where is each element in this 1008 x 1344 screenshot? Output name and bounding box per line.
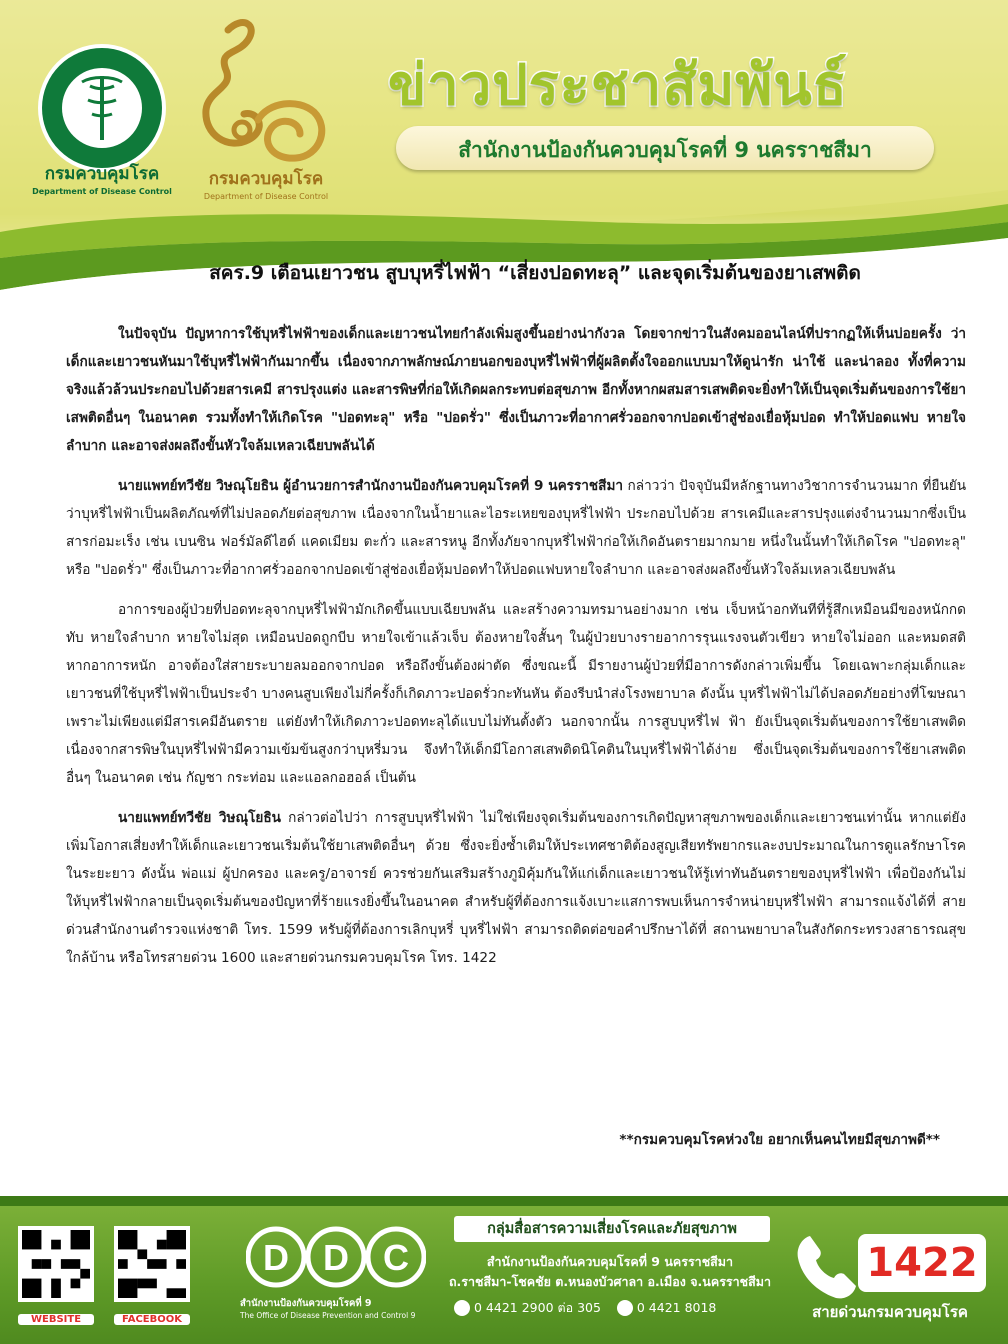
moph-caption-th: กรมควบคุมโรค [44,164,160,184]
paragraph-director-statement [66,472,966,584]
ddc-caption-th: สำนักงานป้องกันควบคุมโรคที่ 9 [240,1298,372,1309]
closing-slogan: **กรมควบคุมโรคห่วงใย อยากเห็นคนไทยมีสุขภาพดี** [619,1132,940,1148]
hotline-caption: สายด่วนกรมควบคุมโรค [812,1303,968,1321]
fax-number[interactable]: 0 4421 8018 [636,1300,717,1315]
hotline-number[interactable]: 1422 [858,1234,986,1292]
svg-text:D: D [263,1237,289,1278]
paragraph-director-text: กล่าวว่า ปัจจุบันมีหลักฐานทางวิชาการจำนวนมาก ที่ยืนยันว่าบุหรี่ไฟฟ้าเป็นผลิตภัณฑ์ที่ไม่ปลอดภัยต่อสุขภาพ เนื่องจากในน้ำยาและไอระเหยของบุหรี่ไฟฟ้า ประกอบไปด้วย สารเคมีและสารปรุงแต่งจำนวนมากซึ่งเป็นสารก่อมะเร็ง เช่น เบนซิน ฟอร์มัลดีไฮด์ แคดเมียม ตะกั่ว และสารหนู อีกทั้งภัยจากบุหรี่ไฟฟ้าก่อให้เกิดอันตรายมากมาย หนึ่งในนั้นทำให้เกิดโรค "ปอดทะลุ" หรือ "ปอดรั่ว" ซึ่งเป็นภาวะที่อากาศรั่วออกจากปอดเข้าสู่ช่องเยื่อหุ้มปอดทำให้ปอดแฟบหายใจลำบาก และอาจส่งผลถึงขั้นหัวใจล้มเหลวเฉียบพลัน [66,478,967,578]
paragraph-intro: ในปัจจุบัน ปัญหาการใช้บุหรี่ไฟฟ้าของเด็กและเยาวชนไทยกำลังเพิ่มสูงขึ้นอย่างน่ากังวล โดยจากข่าวในสังคมออนไลน์ที่ปรากฏให้เห็นบ่อยครั้ง ว่าเด็กและเยาวชนหันมาใช้บุหรี่ไฟฟ้ากันมากขึ้น เนื่องจากภาพลักษณ์ภายนอกของบุหรี่ไฟฟ้าที่ผู้ผลิตตั้งใจออกแบบมาให้ดูน่ารัก น่าใช้ และน่าลอง ทั้งที่ความจริงแล้วล้วนประกอบไปด้วยสารเคมี สารปรุงแต่ง และสารพิษที่ก่อให้เกิดผลกระทบต่อสุขภาพ อีกทั้งหากผสมสารเสพติดจะยิ่งทำให้เป็นจุดเริ่มต้นของการใช้ยาเสพติดอื่นๆ ในอนาคต รวมทั้งทำให้เกิดโรค "ปอดทะลุ" หรือ "ปอดรั่ว" ซึ่งเป็นภาวะที่อากาศรั่วออกจากปอดเข้าสู่ช่องเยื่อหุ้มปอด ทำให้ปอดแฟบ หายใจลำบาก และอาจส่งผลถึงขั้นหัวใจล้มเหลวเฉียบพลันได้ [66,326,966,454]
office-name: สำนักงานป้องกันควบคุมโรคที่ 9 นครราชสีมา [486,1254,734,1269]
office-address: ถ.ราชสีมา-โชคชัย ต.หนองบัวศาลา อ.เมือง จ.นครราชสีมา [448,1274,772,1289]
svg-text:C: C [383,1237,409,1278]
moph-caption-en: Department of Disease Control [32,187,172,196]
press-release-title: ข่าวประชาสัมพันธ์ [388,53,848,118]
moph-caption [20,160,184,196]
footer-top-band [0,1196,1008,1206]
phone-icon [454,1300,470,1316]
paragraph-followup-text: กล่าวต่อไปว่า การสูบบุหรี่ไฟฟ้า ไม่ใช่เพียงจุดเริ่มต้นของการเกิดปัญหาสุขภาพของเด็กและเยาวชนเท่านั้น หากแต่ยังเพิ่มโอกาสเสี่ยงทำให้เด็กและเยาวชนเริ่มต้นใช้ยาเสพติดอื่นๆ ด้วย ซึ่งจะยิ่งซ้ำเติมให้ประเทศชาติต้องสูญเสียทรัพยากรและงบประมาณในการดูแลรักษาโรคในระยะยาว ดังนั้น พ่อแม่ ผู้ปกครอง และครู/อาจารย์ ควรช่วยกันเสริมสร้างภูมิคุ้มกันให้แก่เด็กและเยาวชนให้รู้เท่าทันอันตรายของบุหรี่ไฟฟ้า เพื่อป้องกันไม่ให้บุหรี่ไฟฟ้ากลายเป็นจุดเริ่มต้นของปัญหาที่ร้ายแรงยิ่งขึ้นในอนาคต สำหรับผู้ที่ต้องการแจ้งเบาะแสการพบเห็นการจำหน่ายบุหรี่ไฟฟ้า สามารถแจ้งได้ที่ สายด่วนสำนักงานตำรวจแห่งชาติ โทร. 1599 หรับผู้ที่ต้องการเลิกบุหรี่ บุหรี่ไฟฟ้า สามารถติดต่อขอคำปรึกษาได้ที่ สถานพยาบาลในสังกัดกระทรวงสาธารณสุขใกล้บ้าน หรือโทรสายด่วน 1600 และสายด่วนกรมควบคุมโรค โทร. 1422 [66,810,966,966]
website-qr-code[interactable] [18,1226,94,1302]
anniversary-caption [196,165,336,201]
facebook-label: FACEBOOK [114,1314,190,1325]
article-body [66,320,966,984]
anniversary-60-logo [188,10,338,175]
anniversary-caption-en: Department of Disease Control [203,192,329,201]
ddc-caption-en: The Office of Disease Prevention and Control 9 [240,1311,416,1320]
office-subtitle: สำนักงานป้องกันควบคุมโรคที่ 9 นครราชสีมา [458,138,872,162]
director-name-title: นายแพทย์ทวีชัย วิษณุโยธิน ผู้อำนวยการสำนักงานป้องกันควบคุมโรคที่ 9 นครราชสีมา [118,478,624,494]
qr-pattern-icon [22,1230,90,1298]
phone-number[interactable]: 0 4421 2900 ต่อ 305 [474,1300,601,1315]
article-headline: สคร.9 เตือนเยาวชน สูบบุหรี่ไฟฟ้า “เสี่ยงปอดทะลุ” และจุดเริ่มต้นของยาเสพติด [209,262,861,284]
website-label: WEBSITE [18,1314,94,1325]
phone-handset-icon [788,1226,868,1306]
group-name: กลุ่มสื่อสารความเสี่ยงโรคและภัยสุขภาพ [454,1216,770,1242]
director-name: นายแพทย์ทวีชัย วิษณุโยธิน [118,810,281,826]
qr-pattern-icon [118,1230,186,1298]
contact-numbers [454,1298,774,1318]
anniversary-caption-th: กรมควบคุมโรค [208,169,324,189]
moph-logo [36,42,168,174]
paragraph-symptoms: อาการของผู้ป่วยที่ปอดทะลุจากบุหรี่ไฟฟ้ามักเกิดขึ้นแบบเฉียบพลัน และสร้างความทรมานอย่างมาก เช่น เจ็บหน้าอกทันทีที่รู้สึกเหมือนมีของหนักกดทับ หายใจลำบาก หายใจไม่สุด เหมือนปอดถูกบีบ หายใจเข้าแล้วเจ็บ ต้องหายใจสั้นๆ ในผู้ป่วยบางรายอาการรุนแรงจนตัวเขียว หายใจไม่ออก และหมดสติ หากอาการหนัก อาจต้องใส่สายระบายลมออกจากปอด หรือถึงขั้นต้องผ่าตัด ซึ่งขณะนี้ มีรายงานผู้ป่วยที่มีอาการดังกล่าวเพิ่มขึ้น โดยเฉพาะกลุ่มเด็กและเยาวชนที่ใช้บุหรี่ไฟฟ้าเป็นประจำ บางคนสูบเพียงไม่กี่ครั้งก็เกิดภาวะปอดรั่วกะทันหัน ต้องรีบนำส่งโรงพยาบาล ดังนั้น บุหรี่ไฟฟ้าไม่ได้ปลอดภัยอย่างที่โฆษณา เพราะไม่เพียงแต่มีสารเคมีอันตราย แต่ยังทำให้เกิดภาวะปอดทะลุได้แบบไม่ทันตั้งตัว นอกจากนั้น การสูบบุหรี่ไฟ ฟ้า ยังเป็นจุดเริ่มต้นของการใช้ยาเสพติด เนื่องจากสารพิษในบุหรี่ไฟฟ้ามีความเข้มข้นสูงกว่าบุหรี่มวน จึงทำให้เด็กมีโอกาสเสพติดนิโคตินในบุหรี่ไฟฟ้าได้ง่าย ซึ่งเป็นจุดเริ่มต้นของการใช้ยาเสพติดอื่นๆ ในอนาคต เช่น กัญชา กระท่อม และแอลกอฮอล์ เป็นต้น [66,602,966,786]
ddc-caption [240,1296,440,1320]
facebook-qr-code[interactable] [114,1226,190,1302]
paragraph-director-followup [66,804,966,972]
ddc-logo [246,1222,426,1292]
svg-text:D: D [323,1237,349,1278]
fax-icon [617,1300,633,1316]
